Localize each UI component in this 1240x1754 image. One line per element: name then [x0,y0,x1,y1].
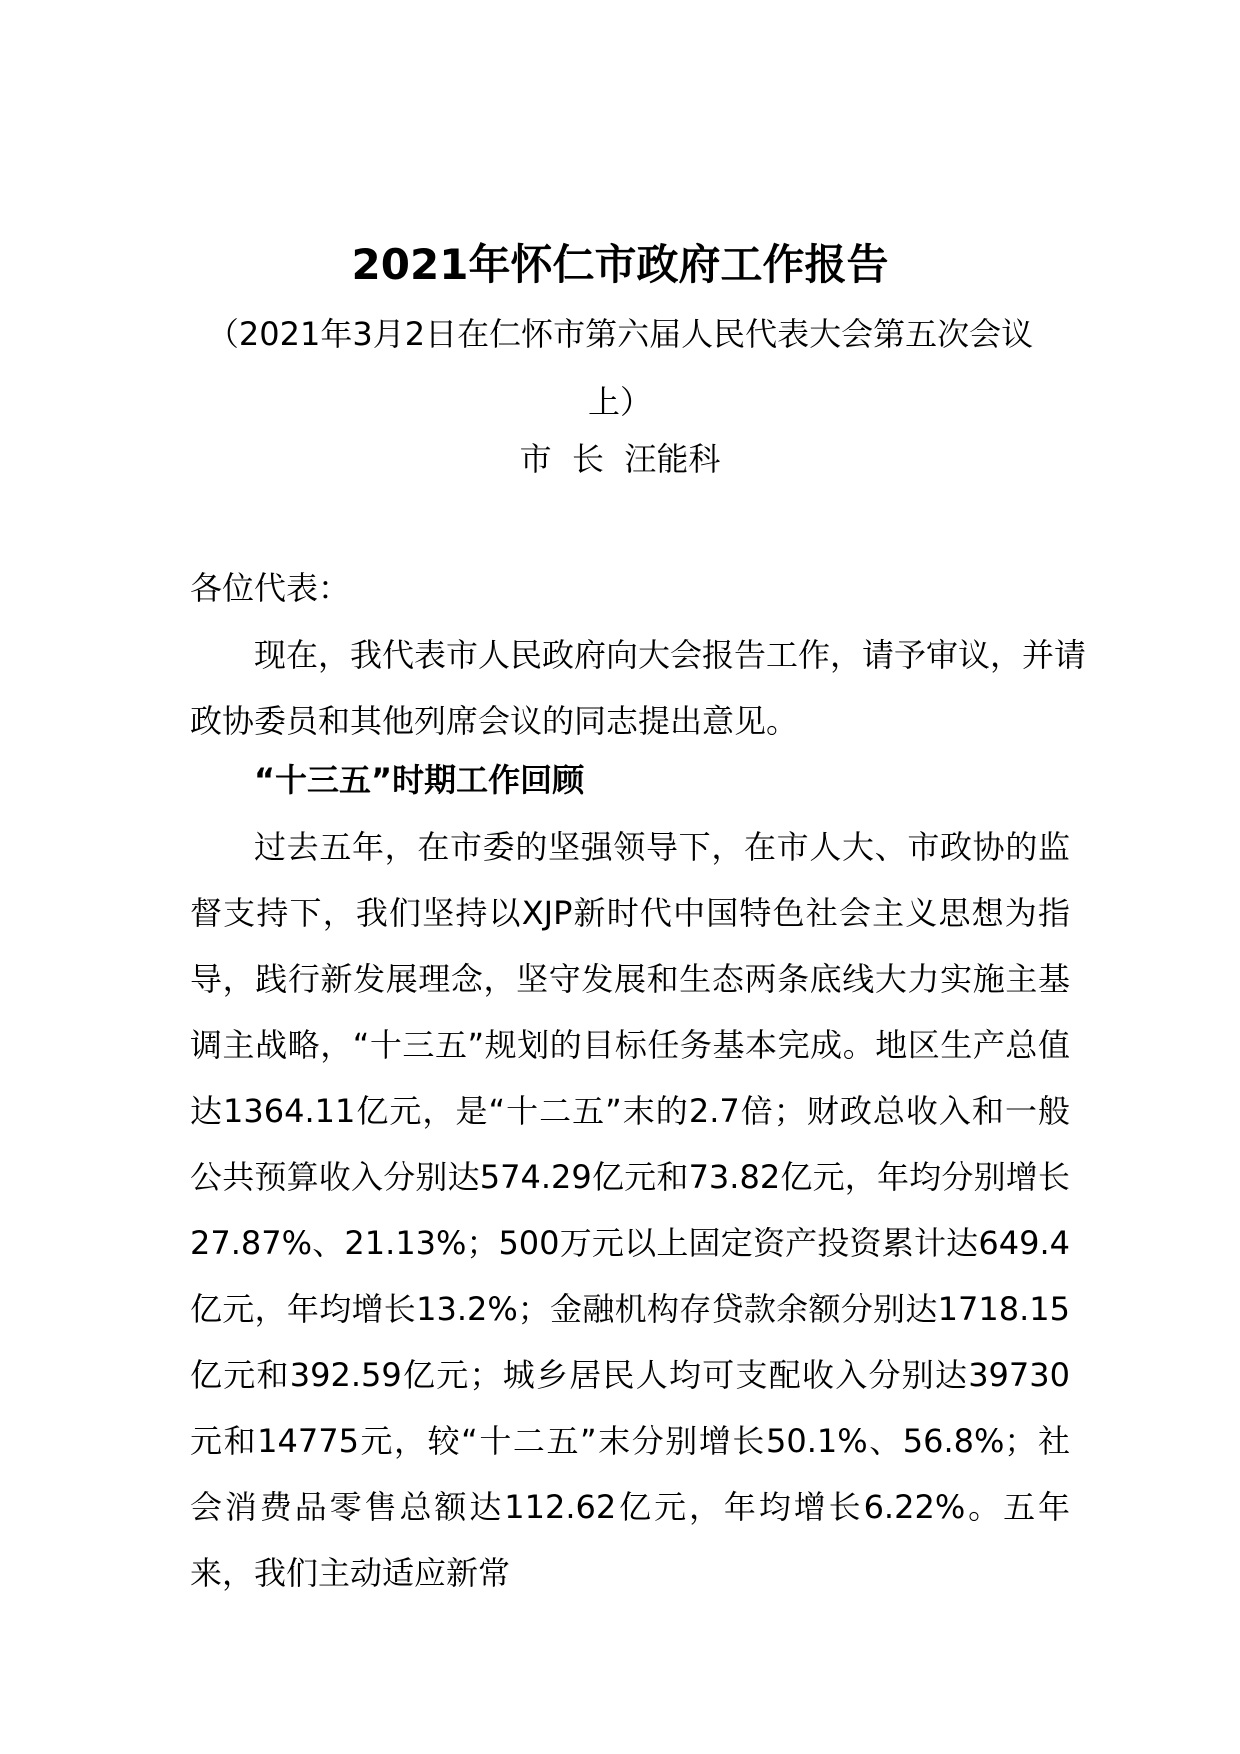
document-subtitle: （2021年3月2日在仁怀市第六届人民代表大会第五次会议上） [206,315,1034,421]
body-paragraph: 过去五年，在市委的坚强领导下，在市人大、市政协的监督支持下，我们坚持以XJP新时代中国特色社会主义思想为指导，践行新发展理念，坚守发展和生态两条底线大力实施主基调主战略，“十三五”规划的目标任务基本完成。地区生产总值达1364.11亿元，是“十二五”末的2.7倍；财政总收入和一般公共预算收入分别达574.29亿元和73.82亿元，年均分别增长27.87%、21.13%；500万元以上固定资产投资累计达649.4亿元，年均增长13.2%；金融机构存贷款余额分别达1718.15亿元和392.59亿元；城乡居民人均可支配收入分别达39730元和14775元，较“十二五”末分别增长50.1%、56.8%；社会消费品零售总额达112.62亿元，年均增长6.22%。五年来，我们主动适应新常 [190,828,1070,1592]
section-heading: “十三五”时期工作回顾 [254,761,585,799]
intro-paragraph: 现在，我代表市人民政府向大会报告工作，请予审议，并请政协委员和其他列席会议的同志提出意见。 [190,636,1087,740]
document-author: 市 长 汪能科 [519,440,721,478]
document-title: 2021年怀仁市政府工作报告 [351,240,889,289]
salutation: 各位代表： [190,569,351,607]
